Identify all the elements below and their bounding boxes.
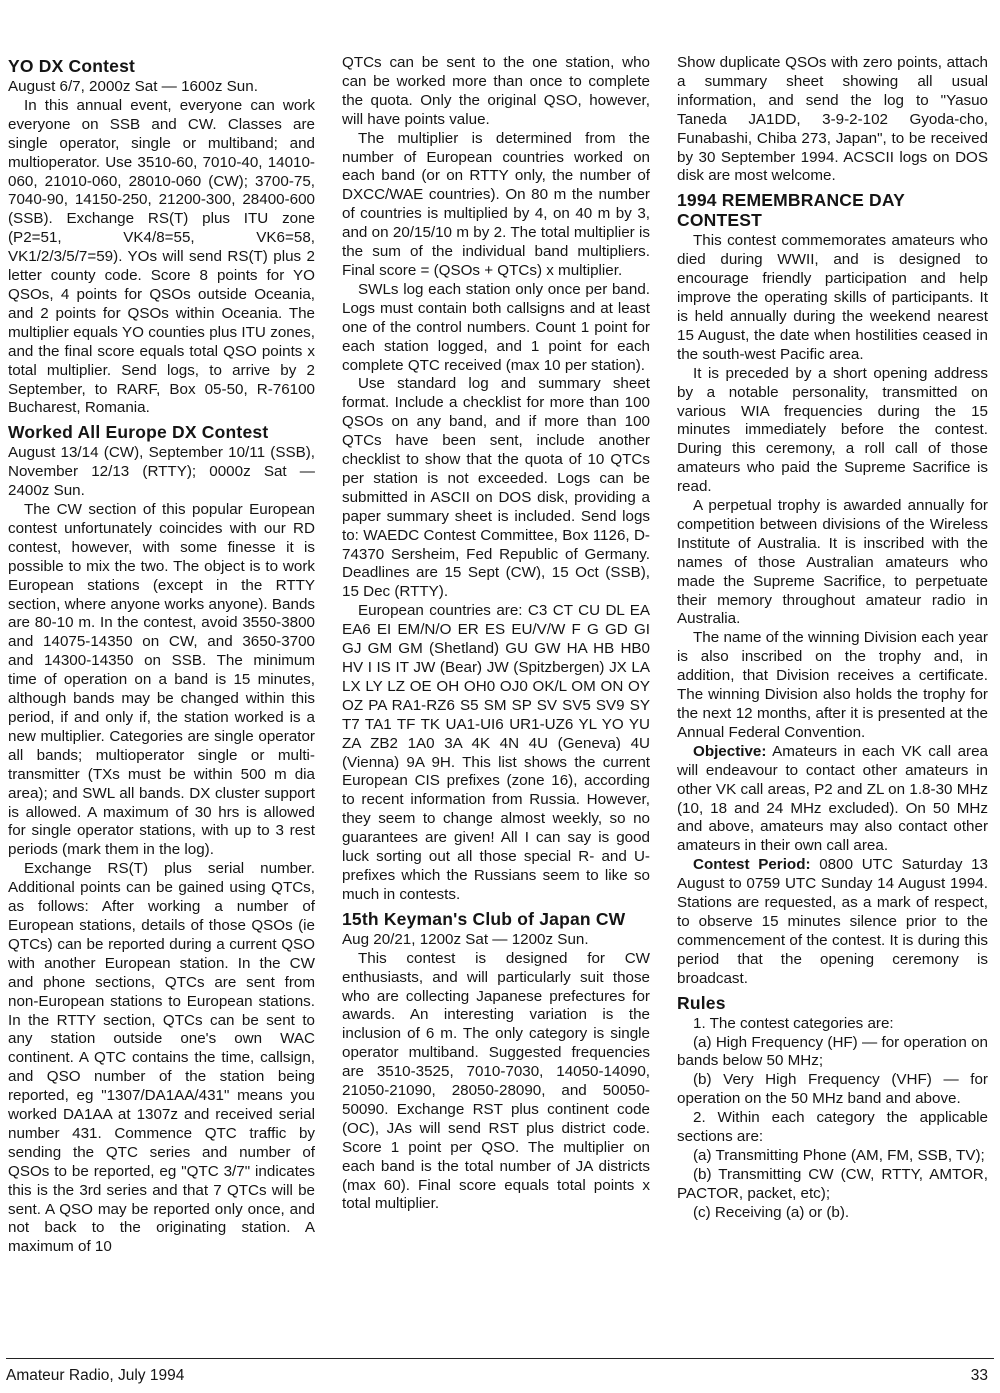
paragraph-lead: Contest Period: <box>693 856 811 874</box>
section-heading: Rules <box>677 992 726 1013</box>
paragraph: European countries are: C3 CT CU DL EA EA6 EI EM/N/O ER ES EU/V/W F G GD GI GJ GM GM (Shetland) GU GW HA HB HB0 HV I IS IT JW (Bear) JW (Spitzbergen) JX LA LX LY LZ OE OH OH0 OJ0 OK/L OM ON OY OZ PA RA1-RZ6 S5 SM SP SV SV5 SV9 SY T7 TA1 TF TK UA1-UI6 UR1-UZ6 YL YO YU ZA ZB2 1A0 3A 4K 4N 4U (Geneva) 4U (Vienna) 9A 9H. This list shows the current European CIS prefixes (zone 16), according to recent information from Russia. However, they seem to change almost weekly, so no guarantees are given! All I can say is good luck sorting out all those special R- and U- prefixes which the Russians seem to like so much in contests. <box>342 602 650 903</box>
paragraph: The multiplier is determined from the number of European countries worked on each band (or on RTTY only, the number of DXCC/WAE countries). On 80 m the number of countries is multiplied by 4, on 40 m by 3, and on 20/15/10 m by 2. The total multiplier is the sum of the individual band multipliers. Final score = (QSOs + QTCs) x multiplier. <box>342 129 650 279</box>
paragraph: The CW section of this popular European contest unfortunately coincides with our RD contest, however, with some finesse it is possible to mix the two. The object is to work European stations (except in the RTTY section, where anyone works anyone). Bands are 80-10 m. In the contest, avoid 3550-3800 and 14075-14350 on CW, and 3650-3700 and 14300-14350 on SSB. The minimum time of operation on a band is 15 minutes, although bands may be changed within this period, if and only if, the station worked is a new multiplier. Categories are single operator all bands; multioperator single or multi-transmitter (TXs must be within 500 m dia area); and SWL all bands. DX cluster support is allowed. A maximum of 30 hrs is allowed for single operator stations, with up to 3 rest periods (mark them in the log). <box>8 501 315 859</box>
column-middle <box>342 54 650 1344</box>
paragraph: A perpetual trophy is awarded annually for competition between divisions of the Wireless Institute of Australia. It is inscribed with the names of those Australian amateurs who made the Supreme Sacrifice, to perpetuate their memory throughout amateur radio in Australia. <box>677 497 988 628</box>
paragraph: QTCs can be sent to the one station, who can be worked more than once to complete the quota. Only the original QSO, however, will have points value. <box>342 54 650 128</box>
section-heading: 1994 REMEMBRANCE DAY CONTEST <box>677 190 905 231</box>
paragraph: August 13/14 (CW), September 10/11 (SSB), November 12/13 (RTTY); 0000z Sat — 2400z Sun. <box>8 444 315 500</box>
paragraph: (a) Transmitting Phone (AM, FM, SSB, TV); <box>693 1146 985 1164</box>
paragraph: (b) Transmitting CW (CW, RTTY, AMTOR, PACTOR, packet, etc); <box>677 1165 988 1202</box>
paragraph: (b) Very High Frequency (VHF) — for operation on the 50 MHz band and above. <box>677 1071 988 1108</box>
paragraph: 2. Within each category the applicable sections are: <box>677 1109 988 1146</box>
paragraph: 1. The contest categories are: <box>693 1014 894 1032</box>
footer-publication: Amateur Radio, July 1994 <box>6 1367 185 1384</box>
column-right <box>677 54 988 1344</box>
paragraph <box>677 856 988 988</box>
footer-rule <box>6 1358 994 1359</box>
paragraph: It is preceded by a short opening address by a notable personality, transmitted on various WIA frequencies during the 15 minutes immediately before the contest. During this ceremony, a roll call of those amateurs who paid the Supreme Sacrifice is read. <box>677 364 988 496</box>
paragraph: This contest is designed for CW enthusiasts, and will particularly suit those who are collecting Japanese prefectures for awards. An interesting variation is the inclusion of 6 m. The only category is single operator multiband. Suggested frequencies are 3510-3525, 7010-7030, 14050-14090, 21050-21090, 28050-28090, and 50050-50090. Exchange RST plus continent code (OC), JAs will send RST plus district code. Score 1 point per QSO. The multiplier on each band is the total number of JA districts (max 60). Final score equals total points x total multiplier. <box>342 949 650 1213</box>
paragraph: This contest commemorates amateurs who died during WWII, and is designed to encourage friendly participation and help improve the operating skills of participants. It is held annually during the weekend nearest 15 August, the date when hostilities ceased in the south-west Pacific area. <box>677 232 988 363</box>
column-left <box>8 54 315 1344</box>
paragraph: Show duplicate QSOs with zero points, attach a summary sheet showing all usual information, and send the log to "Yasuo Taneda JA1DD, 3-9-2-102 Gyoda-cho, Funabashi, Chiba 273, Japan", to be received by 30 September 1994. ACSCII logs on DOS disk are most welcome. <box>677 54 988 185</box>
paragraph: In this annual event, everyone can work everyone on SSB and CW. Classes are single operator, single or multiband; and multioperator. Use 3510-60, 7010-40, 14010-060, 21010-060, 28010-060 (CW); 3700-75, 7040-90, 14150-250, 21200-300, 28400-600 (SSB). Exchange RS(T) plus ITU zone (P2=51, VK4/8=55, VK6=58, VK1/2/3/5/7=59). YOs will send RS(T) plus 2 letter county code. Score 8 points for YO QSOs, 4 points for QSOs outside Oceania, and 2 points for QSOs within Oceania. The multiplier equals YO counties plus ITU zones, and the final score equals total QSO points x total multiplier. Send logs, to arrive by 2 September, to RARF, Box 05-50, R-76100 Bucharest, Romania. <box>8 96 315 417</box>
paragraph-lead: Objective: <box>693 742 767 760</box>
paragraph: (a) High Frequency (HF) — for operation on bands below 50 MHz; <box>677 1033 988 1070</box>
section-heading: Worked All Europe DX Contest <box>8 422 269 443</box>
section-heading: YO DX Contest <box>8 56 136 76</box>
paragraph: SWLs log each station only once per band. Logs must contain both callsigns and at least one of the control numbers. Count 1 point for each station logged, and 1 point for each complete QTC received (max 10 per station). <box>342 280 650 374</box>
paragraph <box>677 743 988 856</box>
paragraph: (c) Receiving (a) or (b). <box>693 1203 850 1221</box>
paragraph-body: Amateurs in each VK call area will endeavour to contact other amateurs in other VK call areas, P2 and ZL on 1.8-30 MHz (10, 18 and 24 MHz excluded). On 50 MHz and above, amateurs may also contact other amateurs in their own call area. <box>677 742 988 855</box>
paragraph: Use standard log and summary sheet format. Include a checklist for more than 100 QSOs on any band, and if more than 100 QTCs have been sent, include another checklist to show that the quota of 10 QTCs per station is not exceeded. Logs can be submitted in ASCII on DOS disk, providing a paper summary sheet is included. Send logs to: WAEDC Contest Committee, Box 1126, D-74370 Sersheim, Fed Republic of Germany. Deadlines are 15 Sept (CW), 15 Oct (SSB), 15 Dec (RTTY). <box>342 375 650 601</box>
paragraph-body: 0800 UTC Saturday 13 August to 0759 UTC Sunday 14 August 1994. Stations are requested, as a mark of respect, to observe 15 minutes silence prior to the commencement of the contest. It is during this period that the opening ceremony is broadcast. <box>677 856 988 987</box>
paragraph: Aug 20/21, 1200z Sat — 1200z Sun. <box>342 930 589 948</box>
footer-page-number: 33 <box>970 1367 988 1384</box>
paragraph: The name of the winning Division each year is also inscribed on the trophy and, in addition, that Division receives a certificate. The winning Division also holds the trophy for the next 12 months, after it is presented at the Annual Federal Convention. <box>677 629 988 741</box>
paragraph: August 6/7, 2000z Sat — 1600z Sun. <box>8 78 258 95</box>
paragraph: Exchange RS(T) plus serial number. Additional points can be gained using QTCs, as follows: After working a number of European stations, details of those QSOs (ie QTCs) can be reported during a current QSO with another European station. In the CW and phone sections, QTCs are sent from non-European stations to European stations. In the RTTY section, QTCs can be sent to any station outside one's own WAC continent. A QTC contains the time, callsign, and QSO number of the station being reported, eg "1307/DA1AA/431" means you worked DA1AA at 1307z and received serial number 431. Commence QTC traffic by sending the QTC series and number of QSOs to be reported, eg "QTC 3/7" indicates this is the 3rd series and that 7 QTCs will be sent. A QSO may be reported only once, and not back to the originating station. A maximum of 10 <box>8 860 315 1256</box>
section-heading: 15th Keyman's Club of Japan CW <box>342 908 626 929</box>
